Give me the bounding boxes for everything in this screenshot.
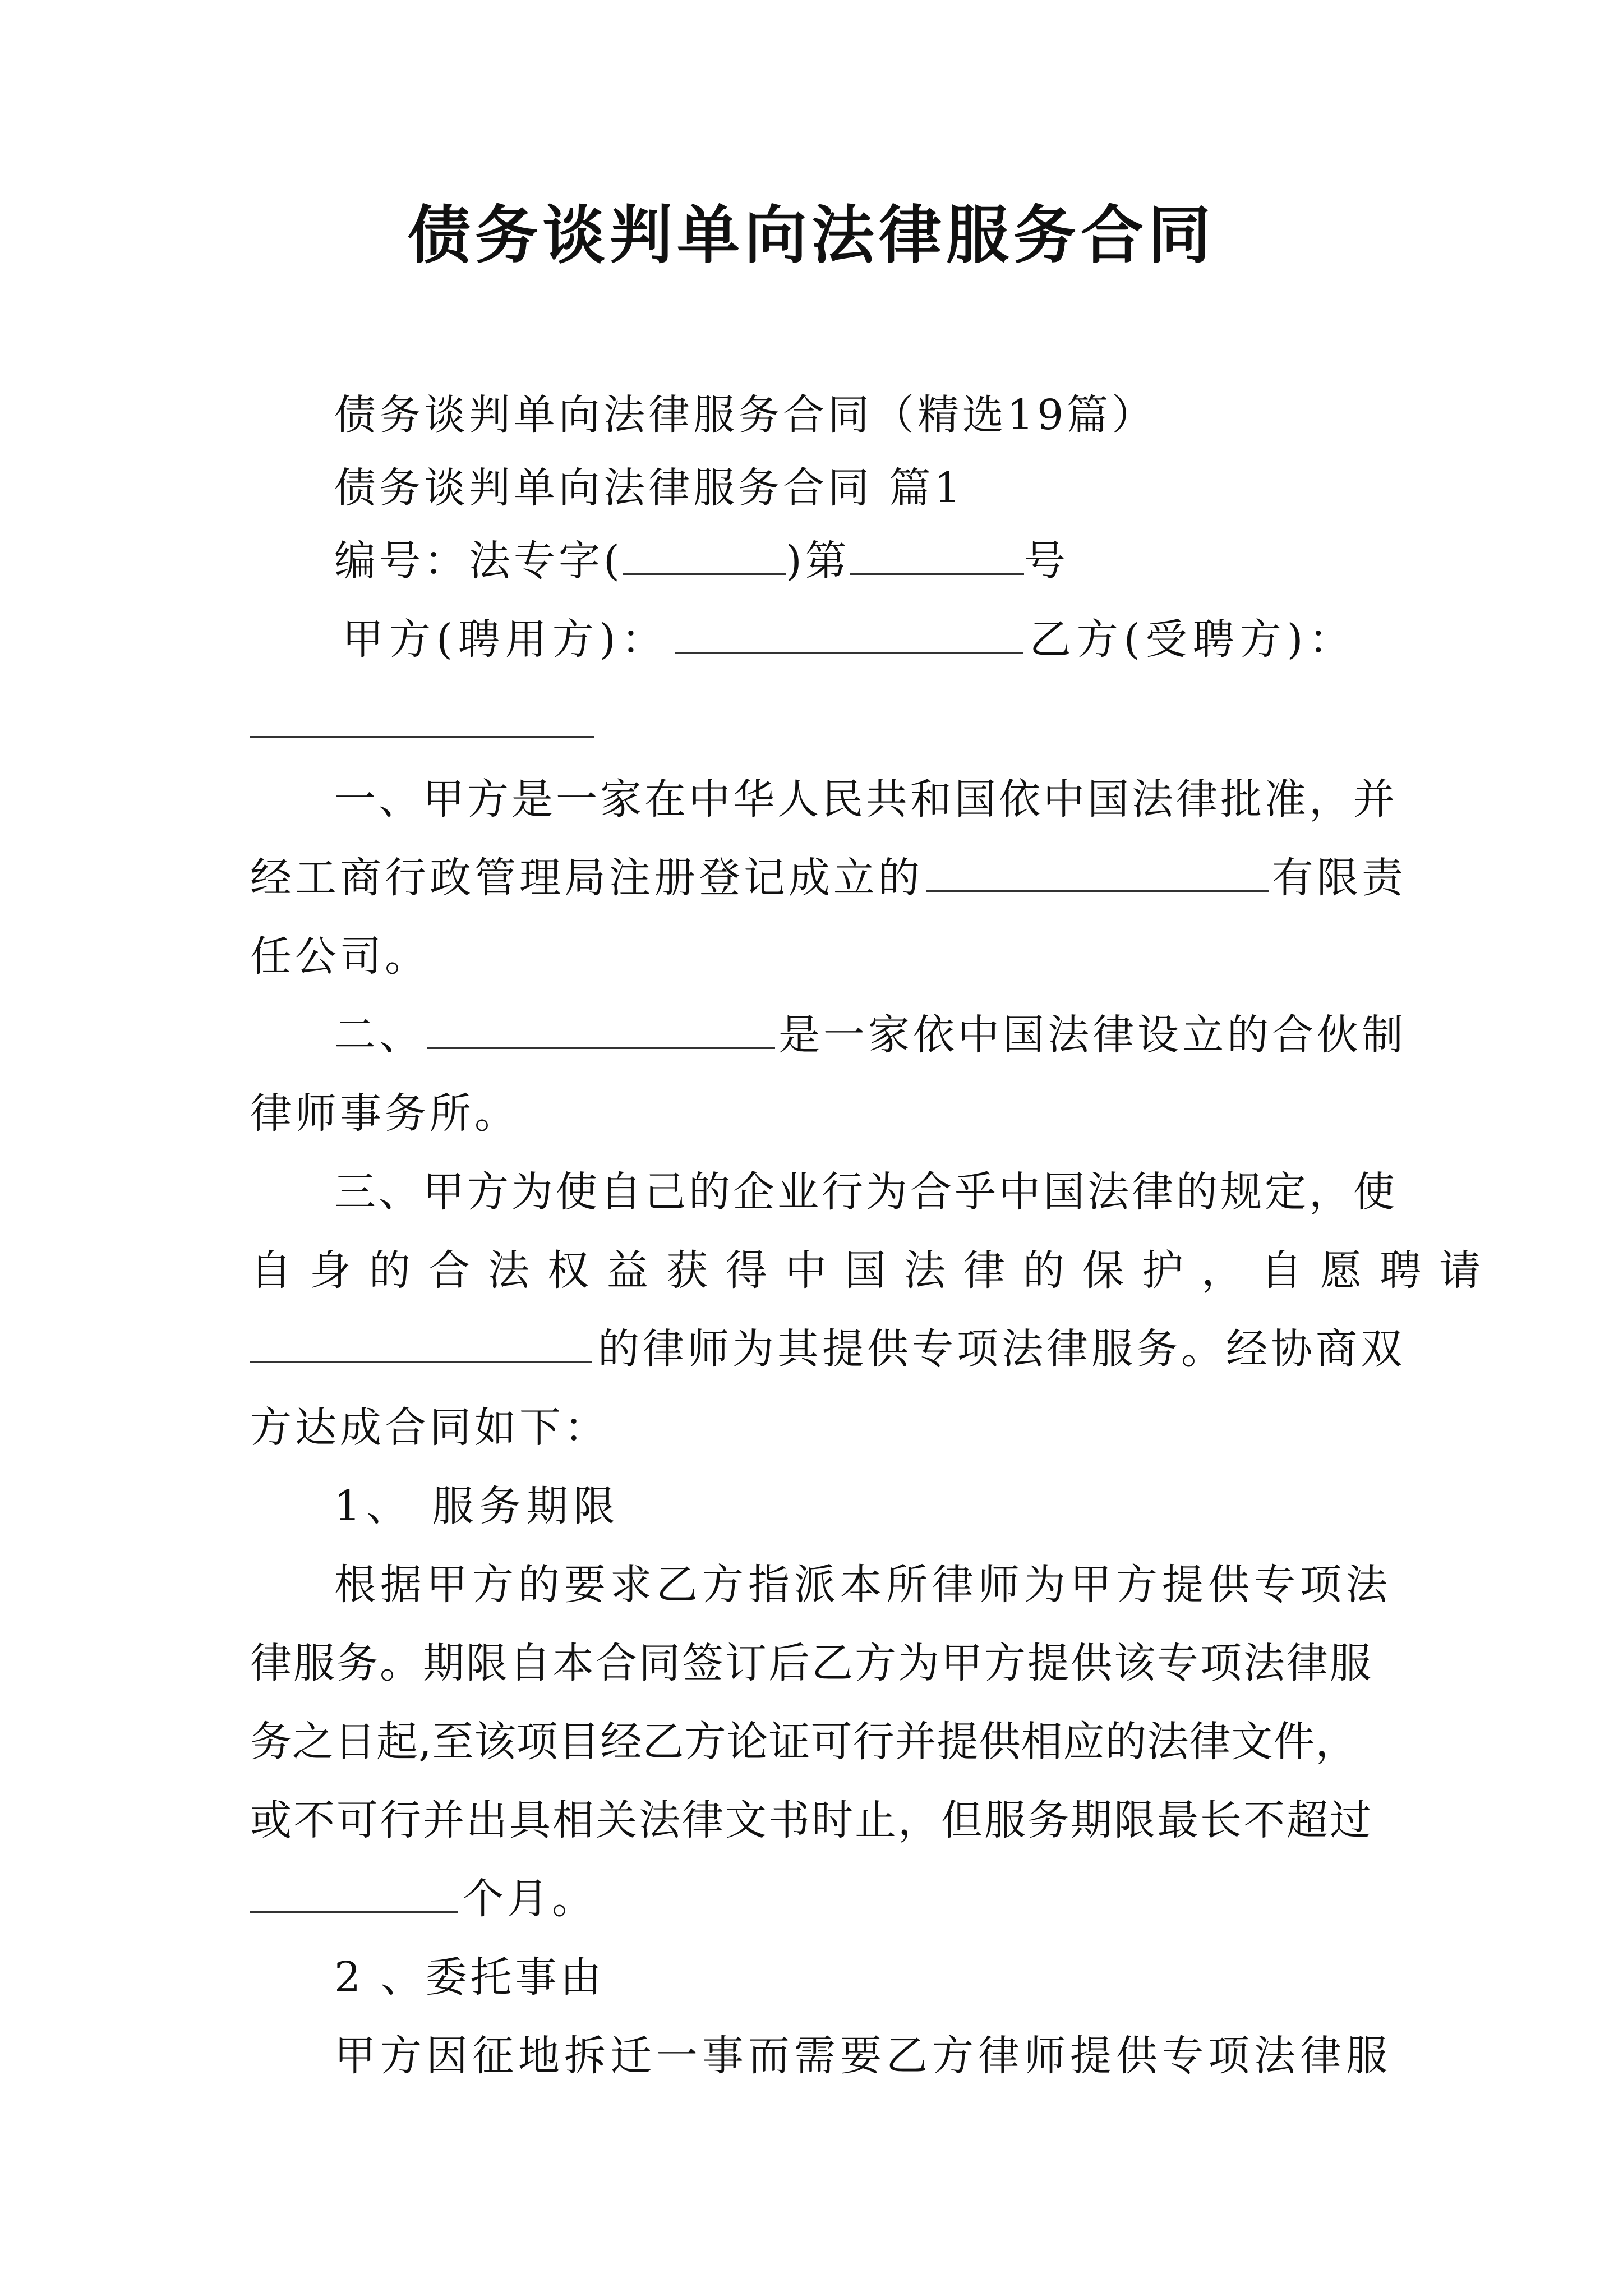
contract-number-line [334,533,1069,589]
section-1-line-2: 律服务。期限自本合同签订后乙方为甲方提供该专项法律服 [250,1639,1373,1687]
section-2-heading: 2 、委托事由 [334,1953,605,2001]
section-1-heading: 1、 服务期限 [334,1482,621,1530]
clause-3-line-2: 自身的合法权益获得中国法律的保护，自愿聘请 [250,1246,1498,1295]
contract-number-middle: )第 [785,537,850,585]
collection-heading: 债务谈判单向法律服务合同（精选19篇） [334,391,1157,439]
parties-line [342,611,1356,668]
clause-2-line-1: 二、 是一家依中国法律设立的合伙制 [334,1007,1407,1063]
section-1-line-1: 根据甲方的要求乙方指派本所律师为甲方提供专项法 [334,1561,1392,1609]
party-b-blank [250,736,594,738]
party-a-label: 甲方(聘用方)： [342,615,668,664]
section-1-line-4: 或不可行并出具相关法律文书时止，但服务期限最长不超过 [250,1796,1373,1844]
clause-2-line-2: 律师事务所。 [250,1089,519,1138]
section-1-line-3: 务之日起,至该项目经乙方论证可行并提供相应的法律文件， [250,1718,1358,1766]
law-firm-blank [427,1008,775,1049]
party-a-blank [675,613,1023,654]
section-1-line-5: 个月。 [250,1871,597,1927]
clause-3-line-4: 方达成合同如下： [250,1404,609,1452]
contract-number-blank-2 [850,534,1024,575]
section-2-line-1: 甲方因征地拆迁一事而需要乙方律师提供专项法律服 [334,2032,1392,2080]
contract-number-blank-1 [623,534,786,575]
clause-1-line-2: 经工商行政管理局注册登记成立的 有限责 [250,850,1407,906]
party-b-label: 乙方(受聘方)： [1029,615,1356,664]
company-name-blank [926,851,1269,892]
contract-number-suffix: 号 [1023,537,1069,585]
clause-1-line-3: 任公司。 [250,932,430,981]
clause-3-line-3: 的律师为其提供专项法律服务。经协商双 [250,1321,1405,1377]
months-blank [250,1872,458,1913]
firm-name-blank [250,1322,592,1363]
clause-3-line-1: 三、甲方为使自己的企业行为合乎中国法律的规定，使 [334,1168,1398,1216]
section-heading: 债务谈判单向法律服务合同 篇1 [334,464,964,512]
document-title: 债务谈判单向法律服务合同 [408,199,1215,272]
clause-1-line-1: 一、甲方是一家在中华人民共和国依中国法律批准，并 [334,775,1398,823]
contract-number-label: 编号：法专字( [334,537,623,585]
